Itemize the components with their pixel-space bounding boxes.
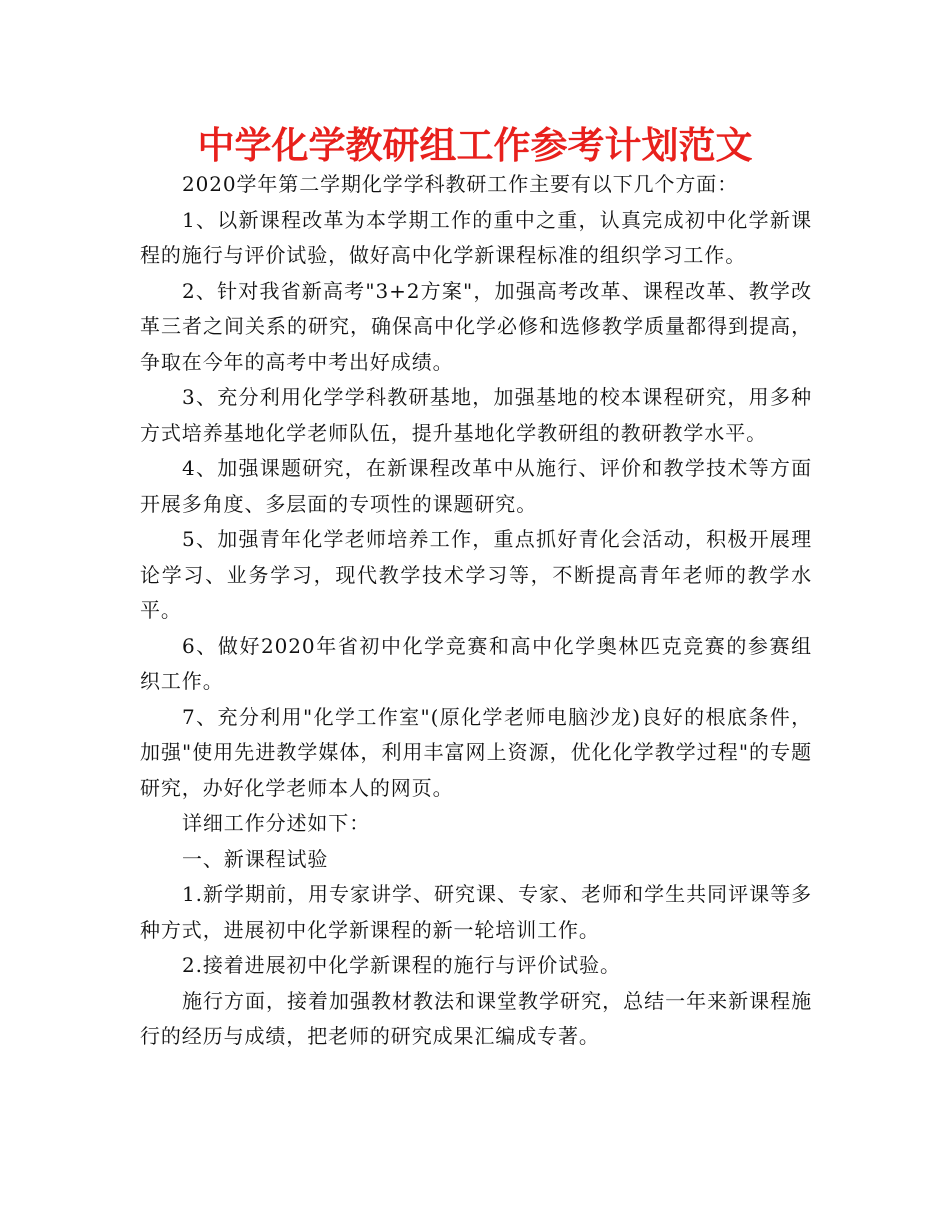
document-body bbox=[140, 167, 812, 1055]
document-title: 中学化学教研组工作参考计划范文 bbox=[197, 124, 753, 167]
section-heading-new-curriculum: 一、新课程试验 bbox=[182, 846, 329, 871]
paragraph-item-6: 6、做好2020年省初中化学竞赛和高中化学奥林匹克竞赛的参赛组织工作。 bbox=[140, 633, 812, 693]
paragraph-details-heading: 详细工作分述如下： bbox=[182, 811, 371, 835]
paragraph-item-5: 5、加强青年化学老师培养工作，重点抓好青化会活动，积极开展理论学习、业务学习，现代教学技术学习等，不断提高青年老师的教学水平。 bbox=[140, 527, 812, 622]
paragraph-item-4: 4、加强课题研究，在新课程改革中从施行、评价和教学技术等方面开展多角度、多层面的专项性的课题研究。 bbox=[140, 456, 812, 516]
paragraph-item-2: 2、针对我省新高考"3+2方案"，加强高考改革、课程改革、教学改革三者之间关系的研究，确保高中化学必修和选修教学质量都得到提高，争取在今年的高考中考出好成绩。 bbox=[140, 278, 812, 374]
paragraph-item-3: 3、充分利用化学学科教研基地，加强基地的校本课程研究，用多种方式培养基地化学老师队伍，提升基地化学教研组的教研教学水平。 bbox=[140, 385, 812, 445]
paragraph-implementation: 施行方面，接着加强教材教法和课堂教学研究，总结一年来新课程施行的经历与成绩，把老师的研究成果汇编成专著。 bbox=[140, 988, 812, 1048]
paragraph-item-1: 1、以新课程改革为本学期工作的重中之重，认真完成初中化学新课程的施行与评价试验，做好高中化学新课程标准的组织学习工作。 bbox=[140, 207, 812, 267]
paragraph-sub-1: 1.新学期前，用专家讲学、研究课、专家、老师和学生共同评课等多种方式，进展初中化学新课程的新一轮培训工作。 bbox=[140, 882, 812, 942]
paragraph-item-7: 7、充分利用"化学工作室"(原化学老师电脑沙龙)良好的根底条件，加强"使用先进教学媒体，利用丰富网上资源，优化化学教学过程"的专题研究，办好化学老师本人的网页。 bbox=[140, 704, 812, 800]
paragraph-sub-2: 2.接着进展初中化学新课程的施行与评价试验。 bbox=[182, 953, 621, 977]
paragraph-intro: 2020学年第二学期化学学科教研工作主要有以下几个方面： bbox=[182, 172, 739, 196]
